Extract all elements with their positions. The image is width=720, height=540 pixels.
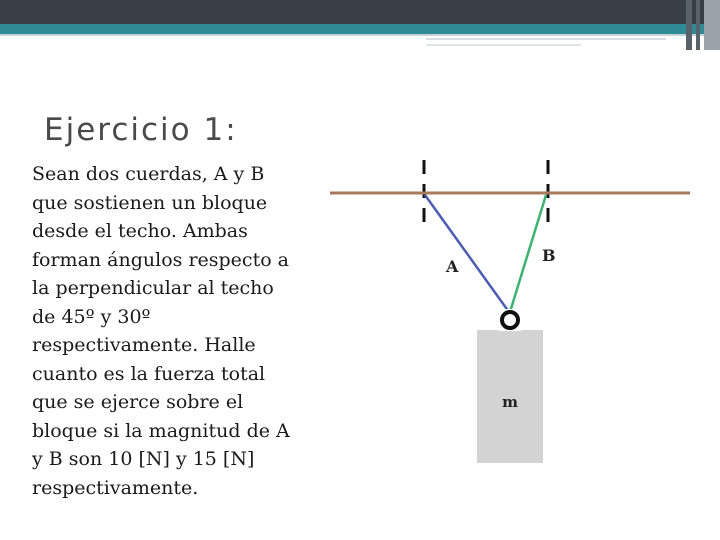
header-bar [0, 0, 720, 50]
header-underline-2 [426, 44, 581, 46]
header-dark-band [0, 0, 720, 24]
header-underline-1 [426, 38, 666, 40]
physics-diagram [320, 150, 700, 470]
header-thin-line [0, 34, 720, 36]
header-accent-band [0, 24, 720, 34]
rope-a-label: A [446, 257, 459, 276]
rope-b-label: B [542, 246, 556, 265]
slide-title: Ejercicio 1: [44, 112, 238, 148]
mass-label: m [502, 393, 518, 411]
rope-a [425, 195, 509, 312]
header-corner-stripe-2 [696, 0, 700, 50]
header-corner-block [704, 0, 720, 50]
rope-b [510, 195, 546, 312]
problem-statement: Sean dos cuerdas, A y B que sostienen un bloque desde el techo. Ambas forman ángulos respecto a la perpendicular al techo de 45º y 30º respectivamente. Halle cuanto es la fuerza total que se ejerce sobre el bloque si la magnitud de A y B son 10 [N] y 15 [N] respectivamente. [32, 163, 290, 499]
header-corner-stripe-1 [686, 0, 692, 50]
